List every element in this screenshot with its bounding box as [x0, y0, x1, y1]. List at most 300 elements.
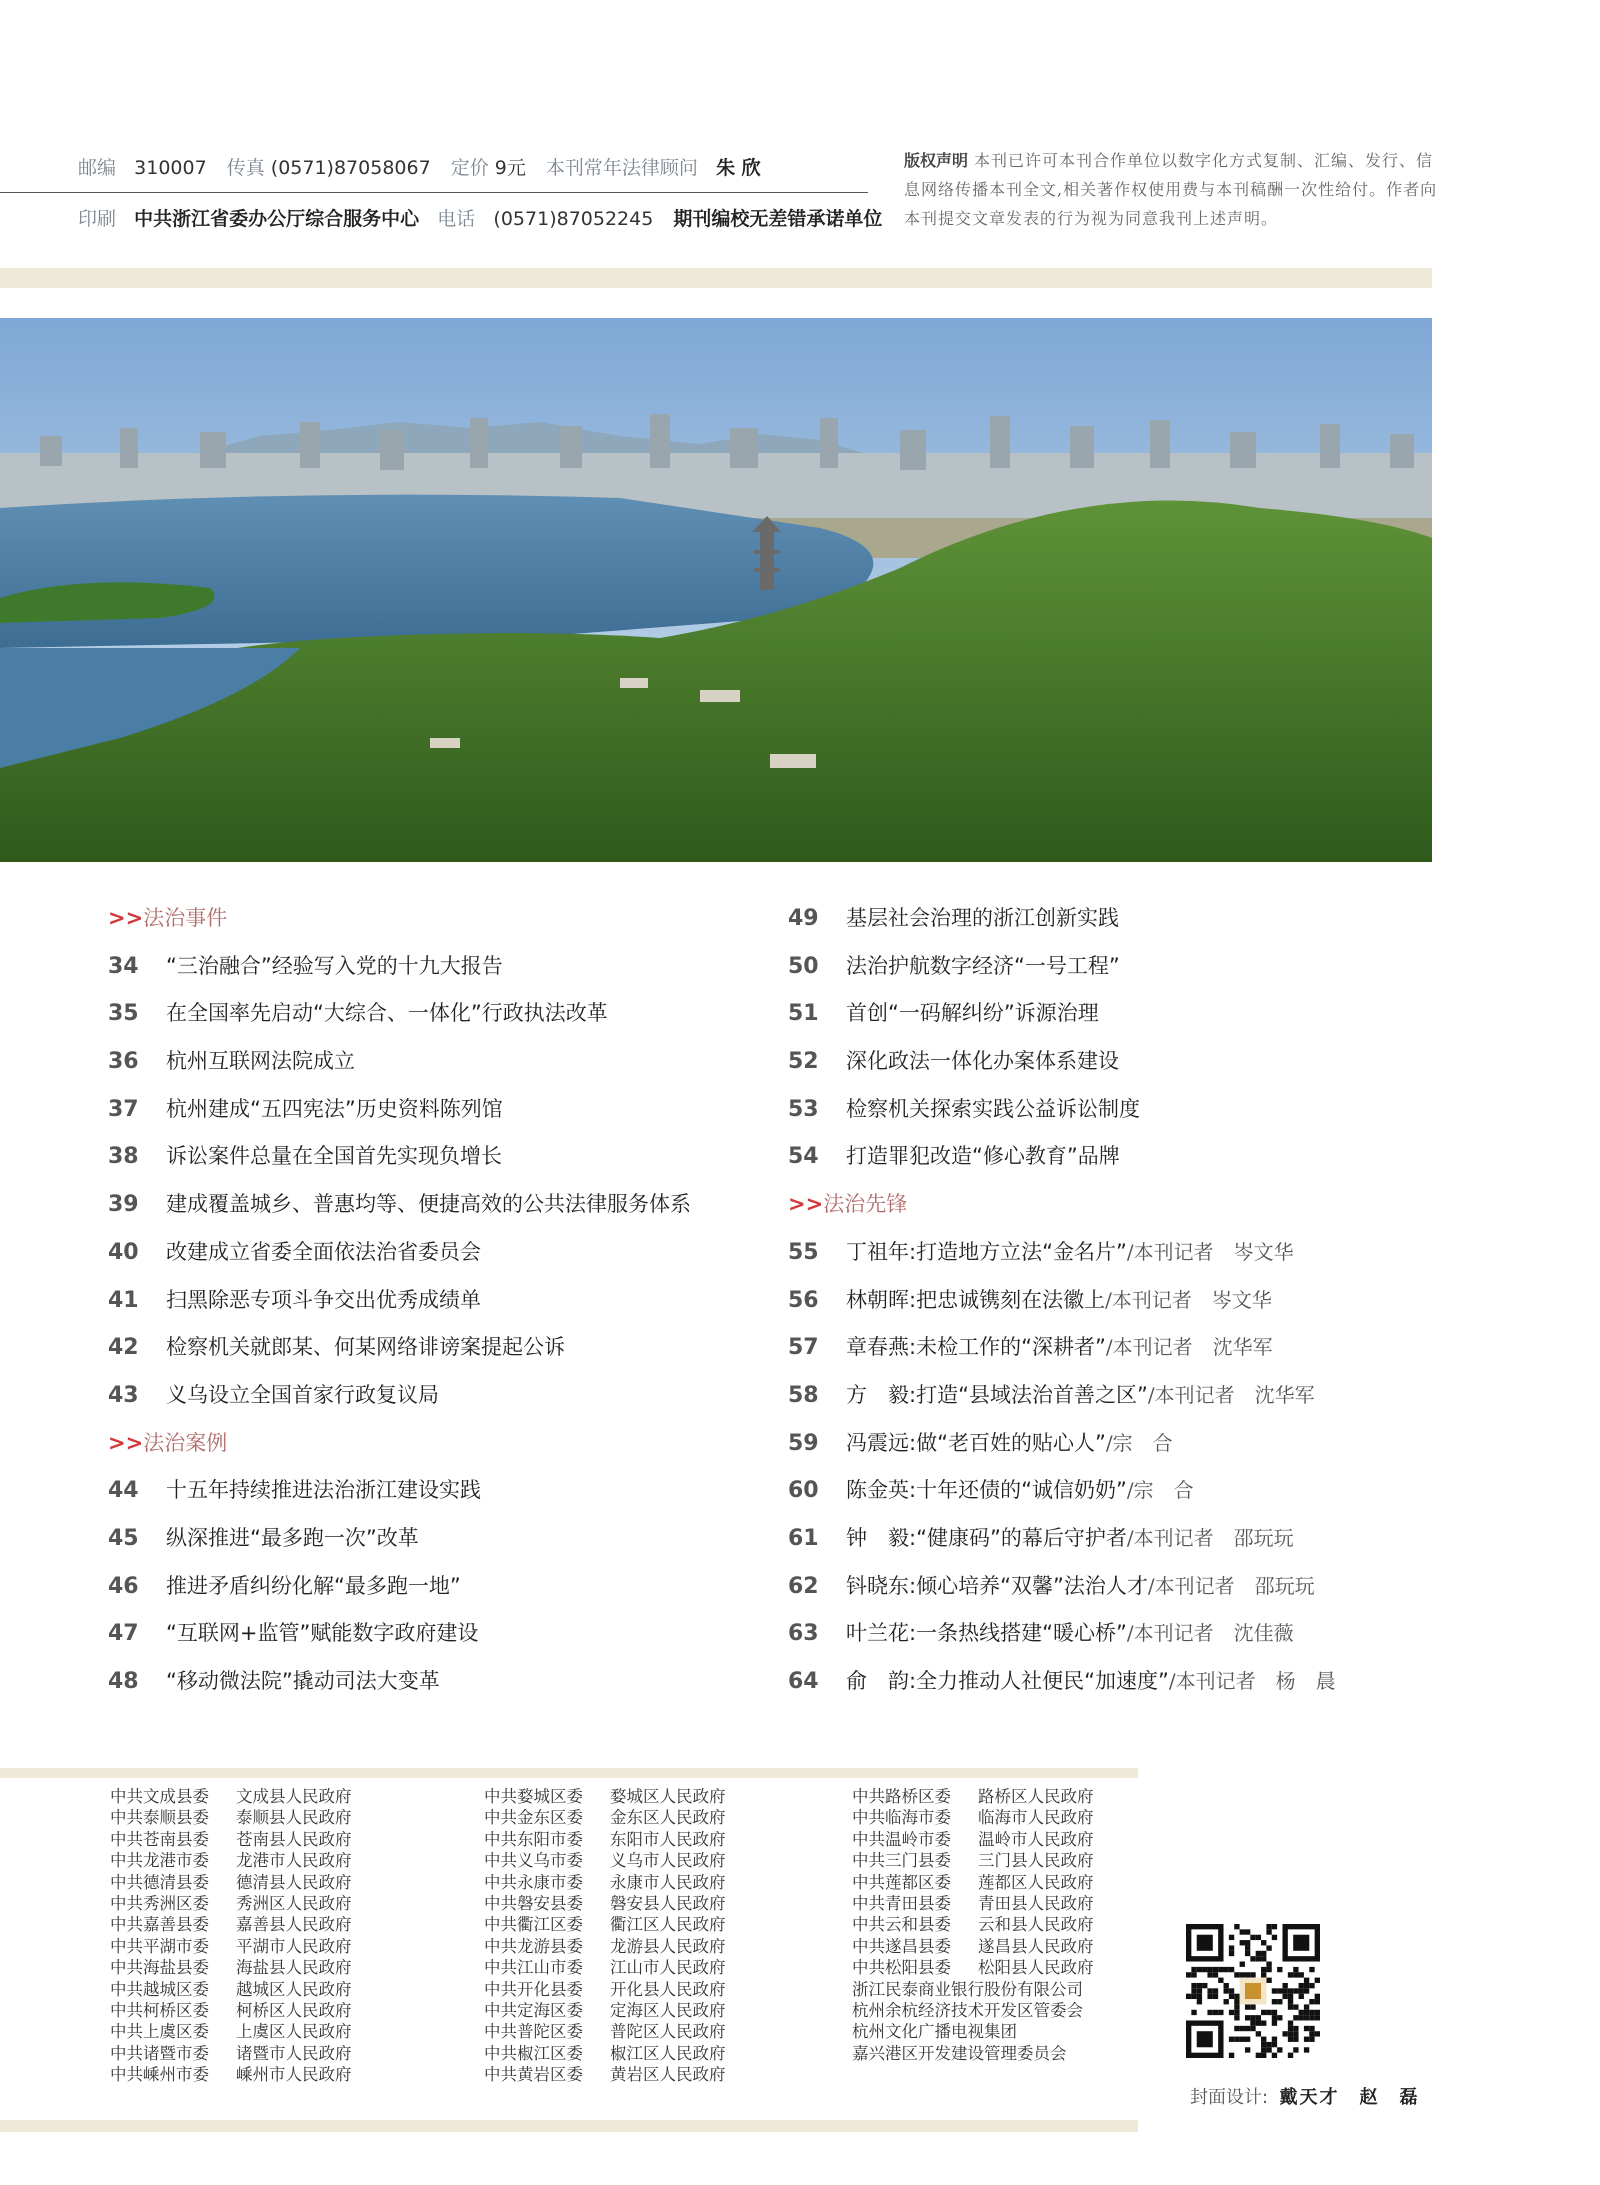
qr-module	[1240, 1929, 1245, 1934]
section-arrow-icon: >>	[108, 906, 144, 930]
sponsor-row	[110, 1872, 352, 1893]
qr-module	[1299, 1994, 1304, 1999]
qr-module	[1234, 1999, 1239, 2004]
qr-module	[1250, 2026, 1255, 2031]
qr-module	[1234, 1972, 1239, 1977]
article-title: 方 毅:打造“县域法治首善之区”	[846, 1382, 1148, 1407]
qr-module	[1191, 1967, 1196, 1972]
toc-item	[788, 1566, 1468, 1614]
sponsor-government: 嵊州市人民政府	[236, 2065, 352, 2085]
section-heading	[788, 1184, 1468, 1232]
sponsor-government: 诸暨市人民政府	[236, 2043, 352, 2063]
sponsor-column-2	[484, 1786, 726, 2086]
sponsor-row	[110, 2043, 352, 2064]
sponsor-party-committee: 杭州文化广播电视集团	[852, 2022, 1017, 2042]
sponsor-party-committee: 中共温岭市委	[852, 1829, 951, 1849]
qr-module	[1245, 2047, 1250, 2052]
sponsor-row	[852, 1850, 1094, 1871]
sponsor-party-committee: 中共莲都区委	[852, 1872, 951, 1892]
qr-module	[1266, 2047, 1271, 2052]
qr-finder-center	[1293, 1935, 1309, 1951]
qr-module	[1191, 1983, 1196, 1988]
cover-designers: 戴天才 赵 磊	[1279, 2087, 1420, 2108]
sponsor-party-committee: 中共青田县委	[852, 1894, 951, 1914]
section-heading	[108, 1423, 788, 1471]
article-title: 检察机关探索实践公益诉讼制度	[846, 1096, 1140, 1121]
qr-module	[1272, 2042, 1277, 2047]
qr-module	[1250, 1972, 1255, 1977]
article-author: /宗 合	[1105, 1430, 1173, 1455]
sponsor-row	[484, 2021, 726, 2042]
sponsor-party-committee: 嘉兴港区开发建设管理委员会	[852, 2043, 1067, 2063]
qr-module	[1207, 1967, 1212, 1972]
qr-code-icon	[1186, 1924, 1320, 2058]
sponsor-government: 秀洲区人民政府	[236, 1894, 352, 1914]
qr-module	[1229, 1988, 1234, 1993]
toc-item	[108, 1566, 788, 1614]
bottom-band-bottom	[0, 2120, 1138, 2132]
page-number: 41	[108, 1287, 139, 1313]
article-title: 丁祖年:打造地方立法“金名片”	[846, 1239, 1127, 1264]
sponsor-row	[852, 2043, 1094, 2064]
qr-module	[1224, 1988, 1229, 1993]
toc-item	[108, 1613, 788, 1661]
toc-left-column	[108, 898, 788, 1709]
toc-item	[108, 1280, 788, 1328]
qr-module	[1191, 1994, 1196, 1999]
qr-module	[1261, 2053, 1266, 2058]
page-number: 48	[108, 1669, 139, 1694]
article-title: 纵深推进“最多跑一次”改革	[166, 1525, 419, 1550]
sponsor-government: 泰顺县人民政府	[236, 1808, 352, 1828]
sponsor-government: 海盐县人民政府	[236, 1958, 352, 1978]
qr-module	[1218, 2010, 1223, 2015]
qr-module	[1224, 1967, 1229, 1972]
qr-module	[1229, 2053, 1234, 2058]
sponsor-party-committee: 中共定海区委	[484, 2001, 583, 2021]
qr-module	[1207, 2010, 1212, 2015]
qr-module	[1309, 2026, 1314, 2031]
article-title: 法治护航数字经济“一号工程”	[846, 953, 1120, 978]
article-author: /本刊记者 沈华军	[1147, 1382, 1315, 1407]
page-number: 39	[108, 1192, 139, 1218]
article-title: 钟 毅:“健康码”的幕后守护者	[846, 1525, 1127, 1550]
section-arrow-icon: >>	[788, 1192, 824, 1217]
sponsor-party-committee: 中共龙港市委	[110, 1851, 209, 1871]
article-title: 叶兰花:一条热线搭建“暖心桥”	[846, 1621, 1127, 1646]
qr-module	[1309, 1967, 1314, 1972]
copyright-title: 版权声明	[904, 151, 969, 170]
sponsor-government: 江山市人民政府	[610, 1958, 726, 1978]
page-number: 46	[108, 1573, 139, 1599]
qr-module	[1304, 2004, 1309, 2009]
sponsor-row	[110, 1850, 352, 1871]
sponsor-government: 定海区人民政府	[610, 2001, 726, 2021]
west-lake-photo	[0, 318, 1432, 862]
qr-module	[1299, 1988, 1304, 1993]
qr-module	[1288, 2053, 1293, 2058]
page-number: 55	[788, 1239, 819, 1265]
sponsor-party-committee: 中共路桥区委	[852, 1787, 951, 1806]
qr-module	[1315, 1999, 1320, 2004]
article-title: 改建成立省委全面依法治省委员会	[166, 1239, 481, 1264]
qr-module	[1293, 1988, 1298, 1993]
qr-module	[1304, 1983, 1309, 1988]
qr-module	[1234, 1994, 1239, 1999]
qr-module	[1266, 1967, 1271, 1972]
sponsor-row	[110, 2021, 352, 2042]
qr-module	[1288, 2020, 1293, 2025]
qr-module	[1266, 1945, 1271, 1950]
section-arrow-icon: >>	[108, 1430, 144, 1455]
sponsor-government: 三门县人民政府	[978, 1851, 1094, 1871]
qr-module	[1315, 2031, 1320, 2036]
sponsor-party-committee: 中共江山市委	[484, 1958, 583, 1978]
qr-module	[1272, 1924, 1277, 1929]
sponsor-row	[852, 1829, 1094, 1850]
qr-module	[1256, 2015, 1261, 2020]
article-title: 建成覆盖城乡、普惠均等、便捷高效的公共法律服务体系	[166, 1192, 691, 1217]
qr-module	[1245, 1929, 1250, 1934]
article-title: 陈金英:十年还债的“诚信奶奶”	[846, 1478, 1127, 1503]
qr-module	[1288, 2026, 1293, 2031]
info-row-2: 印刷 中共浙江省委办公厅综合服务中心 电话 (0571)87052245 期刊编校无差错承诺单位	[78, 208, 883, 230]
qr-module	[1229, 1935, 1234, 1940]
sponsor-party-committee: 中共诸暨市委	[110, 2043, 209, 2063]
toc-item	[108, 1184, 788, 1232]
toc-item	[108, 1518, 788, 1566]
sponsor-party-committee: 中共海盐县委	[110, 1958, 209, 1978]
qr-module	[1272, 2053, 1277, 2058]
toc-item	[108, 1232, 788, 1280]
sponsor-party-committee: 中共三门县委	[852, 1851, 951, 1871]
sponsor-party-committee: 中共永康市委	[484, 1872, 583, 1892]
sponsor-party-committee: 中共上虞区委	[110, 2022, 209, 2042]
page-number: 49	[788, 906, 819, 931]
article-author: /本刊记者 邵玩玩	[1147, 1573, 1315, 1598]
sponsor-party-committee: 中共云和县委	[852, 1915, 951, 1935]
qr-module	[1213, 2010, 1218, 2015]
qr-module	[1240, 2026, 1245, 2031]
qr-module	[1272, 1999, 1277, 2004]
qr-module	[1288, 1999, 1293, 2004]
qr-module	[1202, 1983, 1207, 1988]
sponsor-column-1	[110, 1786, 352, 2086]
landscape-illustration	[0, 318, 1432, 862]
sponsor-party-committee: 中共遂昌县委	[852, 1936, 951, 1956]
qr-module	[1266, 2042, 1271, 2047]
toc-item	[788, 1136, 1468, 1184]
sponsor-party-committee: 中共秀洲区委	[110, 1894, 209, 1914]
page-number: 40	[108, 1239, 139, 1265]
qr-module	[1304, 2010, 1309, 2015]
page-number: 36	[108, 1049, 139, 1075]
qr-module	[1304, 1978, 1309, 1983]
section-title: 法治案例	[143, 1430, 228, 1455]
qr-module	[1234, 1924, 1239, 1929]
sponsor-row	[110, 1914, 352, 1935]
sponsor-row	[110, 1786, 352, 1807]
qr-module	[1218, 1967, 1223, 1972]
sponsor-government: 莲都区人民政府	[978, 1872, 1094, 1892]
qr-module	[1229, 2010, 1234, 2015]
toc-item	[788, 1089, 1468, 1137]
qr-module	[1293, 2037, 1298, 2042]
sponsor-row	[852, 1786, 1094, 1807]
sponsor-government: 上虞区人民政府	[236, 2022, 352, 2042]
sponsor-party-committee: 中共临海市委	[852, 1808, 951, 1828]
qr-module	[1261, 1951, 1266, 1956]
sponsor-party-committee: 中共衢江区委	[484, 1915, 583, 1935]
sponsor-government: 开化县人民政府	[610, 1979, 726, 1999]
qr-logo-mark	[1245, 1983, 1261, 1999]
qr-module	[1240, 2037, 1245, 2042]
sponsor-government: 东阳市人民政府	[610, 1829, 726, 1849]
sponsor-column-3	[852, 1786, 1094, 2064]
sponsor-government: 龙游县人民政府	[610, 1936, 726, 1956]
qr-module	[1218, 1978, 1223, 1983]
sponsor-government: 平湖市人民政府	[236, 1936, 352, 1956]
qr-module	[1266, 1978, 1271, 1983]
article-title: “移动微法院”撬动司法大变革	[166, 1669, 440, 1693]
qr-module	[1261, 1967, 1266, 1972]
qr-module	[1293, 2047, 1298, 2052]
sponsor-row	[110, 1957, 352, 1978]
toc-item	[788, 1280, 1468, 1328]
toc-item	[788, 1232, 1468, 1280]
sponsor-government: 松阳县人民政府	[978, 1958, 1094, 1978]
cover-design-label: 封面设计:	[1190, 2087, 1269, 2108]
qr-module	[1256, 1956, 1261, 1961]
qr-module	[1207, 1972, 1212, 1977]
qr-module	[1207, 1994, 1212, 1999]
qr-module	[1245, 2015, 1250, 2020]
qr-module	[1266, 1929, 1271, 1934]
sponsor-row	[110, 1979, 352, 2000]
qr-module	[1282, 1994, 1287, 1999]
qr-module	[1197, 1994, 1202, 1999]
article-author: /本刊记者 岑文华	[1105, 1287, 1272, 1312]
page-number: 45	[108, 1525, 139, 1551]
cover-design-credit	[1190, 2083, 1420, 2109]
page-number: 34	[108, 953, 139, 979]
toc-item	[108, 946, 788, 994]
toc-item	[788, 1327, 1468, 1375]
sponsor-party-committee: 中共龙游县委	[484, 1936, 583, 1956]
sponsor-government: 青田县人民政府	[978, 1894, 1094, 1914]
section-heading	[108, 898, 788, 946]
qr-module	[1272, 2020, 1277, 2025]
qr-module	[1304, 2047, 1309, 2052]
qr-module	[1245, 1940, 1250, 1945]
qr-module	[1272, 2015, 1277, 2020]
toc-item	[108, 1327, 788, 1375]
qr-module	[1234, 2004, 1239, 2009]
qr-module	[1213, 1988, 1218, 1993]
page-number: 60	[788, 1478, 819, 1504]
sponsor-party-committee: 中共嵊州市委	[110, 2065, 209, 2085]
page-number: 51	[788, 1001, 819, 1027]
article-title: “三治融合”经验写入党的十九大报告	[166, 953, 503, 978]
sponsor-row	[110, 2064, 352, 2085]
toc-item	[788, 898, 1468, 946]
sponsor-party-committee: 中共普陀区委	[484, 2022, 583, 2042]
sponsor-government: 普陀区人民政府	[610, 2022, 726, 2042]
qr-module	[1229, 1994, 1234, 1999]
sponsor-row	[852, 1914, 1094, 1935]
sponsor-row	[110, 1829, 352, 1850]
article-author: /宗 合	[1126, 1478, 1194, 1503]
qr-module	[1293, 2004, 1298, 2009]
qr-module	[1191, 2010, 1196, 2015]
qr-module	[1250, 2015, 1255, 2020]
qr-module	[1309, 1999, 1314, 2004]
qr-module	[1202, 1967, 1207, 1972]
qr-module	[1229, 1951, 1234, 1956]
sponsor-row	[852, 1807, 1094, 1828]
qr-module	[1315, 2010, 1320, 2015]
qr-module	[1197, 1999, 1202, 2004]
sponsor-government: 德清县人民政府	[236, 1872, 352, 1892]
sponsor-row	[852, 1872, 1094, 1893]
sponsor-row	[852, 1893, 1094, 1914]
toc-item	[108, 1089, 788, 1137]
sponsor-row	[484, 1786, 726, 1807]
qr-module	[1272, 2010, 1277, 2015]
article-author: /本刊记者 沈华军	[1105, 1335, 1273, 1360]
sponsor-government: 柯桥区人民政府	[236, 2001, 352, 2021]
toc-item	[108, 1470, 788, 1518]
article-title: 基层社会治理的浙江创新实践	[846, 906, 1119, 930]
qr-module	[1293, 1972, 1298, 1977]
page-number: 59	[788, 1430, 819, 1456]
sponsor-government: 永康市人民政府	[610, 1872, 726, 1892]
qr-module	[1240, 1972, 1245, 1977]
qr-module	[1304, 2015, 1309, 2020]
page-number: 54	[788, 1144, 819, 1170]
qr-module	[1191, 1972, 1196, 1977]
page-number: 63	[788, 1621, 819, 1647]
page-number: 56	[788, 1287, 819, 1313]
qr-module	[1277, 1999, 1282, 2004]
sponsor-party-committee: 中共婺城区委	[484, 1787, 583, 1806]
qr-module	[1288, 1972, 1293, 1977]
qr-module	[1293, 1967, 1298, 1972]
qr-module	[1261, 2020, 1266, 2025]
qr-module	[1261, 2042, 1266, 2047]
qr-module	[1245, 2026, 1250, 2031]
qr-module	[1245, 2004, 1250, 2009]
page-number: 35	[108, 1001, 139, 1027]
sponsor-government: 椒江区人民政府	[610, 2043, 726, 2063]
qr-module	[1224, 1999, 1229, 2004]
article-title: 章春燕:未检工作的“深耕者”	[846, 1335, 1106, 1360]
article-title: 十五年持续推进法治浙江建设实践	[166, 1478, 481, 1503]
qr-module	[1277, 2047, 1282, 2052]
toc-item	[788, 1041, 1468, 1089]
top-band	[0, 268, 1432, 288]
toc-item	[788, 1470, 1468, 1518]
sponsor-row	[484, 1872, 726, 1893]
page-number: 43	[108, 1382, 139, 1408]
qr-module	[1261, 1940, 1266, 1945]
sponsor-government: 路桥区人民政府	[978, 1787, 1094, 1806]
sponsor-row	[484, 2000, 726, 2021]
sponsor-government: 温岭市人民政府	[978, 1829, 1094, 1849]
qr-module	[1288, 2031, 1293, 2036]
qr-module	[1229, 2037, 1234, 2042]
qr-module	[1245, 2037, 1250, 2042]
qr-module	[1229, 1967, 1234, 1972]
qr-module	[1309, 1983, 1314, 1988]
sponsor-row	[110, 1807, 352, 1828]
sponsor-government: 遂昌县人民政府	[978, 1936, 1094, 1956]
qr-module	[1234, 2026, 1239, 2031]
qr-module	[1293, 2026, 1298, 2031]
article-title: 首创“一码解纠纷”诉源治理	[846, 1001, 1099, 1026]
toc-item	[108, 1136, 788, 1184]
article-title: 推进矛盾纠纷化解“最多跑一地”	[166, 1573, 461, 1598]
qr-module	[1309, 2010, 1314, 2015]
qr-module	[1213, 1994, 1218, 1999]
qr-module	[1293, 2015, 1298, 2020]
qr-module	[1288, 1988, 1293, 1993]
qr-module	[1315, 2015, 1320, 2020]
qr-module	[1299, 1983, 1304, 1988]
sponsor-party-committee: 中共平湖市委	[110, 1936, 209, 1956]
sponsor-government: 磐安县人民政府	[610, 1894, 726, 1914]
qr-module	[1250, 2004, 1255, 2009]
qr-module	[1245, 1972, 1250, 1977]
article-title: 林朝晖:把忠诚镌刻在法徽上	[846, 1287, 1106, 1312]
sponsor-party-committee: 中共磐安县委	[484, 1894, 583, 1914]
page-number: 52	[788, 1049, 819, 1075]
qr-module	[1282, 1983, 1287, 1988]
qr-module	[1229, 1945, 1234, 1950]
qr-module	[1186, 1994, 1191, 1999]
qr-module	[1266, 2010, 1271, 2015]
page-number: 53	[788, 1096, 819, 1122]
qr-module	[1266, 1924, 1271, 1929]
article-title: 俞 韵:全力推动人社便民“加速度”	[846, 1669, 1169, 1693]
toc-item	[108, 993, 788, 1041]
qr-module	[1256, 2031, 1261, 2036]
copyright-notice	[904, 146, 1440, 233]
sponsor-party-committee: 中共义乌市委	[484, 1851, 583, 1871]
qr-module	[1299, 1972, 1304, 1977]
toc-right-column	[788, 898, 1468, 1709]
sponsor-party-committee: 中共黄岩区委	[484, 2065, 583, 2085]
article-author: /本刊记者 沈佳薇	[1126, 1621, 1294, 1646]
qr-module	[1234, 2037, 1239, 2042]
qr-module	[1304, 2037, 1309, 2042]
article-title: 钭晓东:倾心培养“双馨”法治人才	[846, 1573, 1148, 1598]
sponsor-row	[852, 1957, 1094, 1978]
qr-module	[1288, 2037, 1293, 2042]
article-title: 在全国率先启动“大综合、一体化”行政执法改革	[166, 1001, 608, 1026]
sponsor-row	[484, 1850, 726, 1871]
qr-module	[1315, 1994, 1320, 1999]
qr-module	[1245, 1945, 1250, 1950]
qr-module	[1309, 2015, 1314, 2020]
qr-module	[1256, 2020, 1261, 2025]
sponsor-party-committee: 浙江民泰商业银行股份有限公司	[852, 1979, 1083, 1999]
sponsor-party-committee: 中共金东区委	[484, 1808, 583, 1828]
sponsor-row	[484, 1957, 726, 1978]
qr-module	[1261, 2010, 1266, 2015]
toc-item	[788, 1375, 1468, 1423]
sponsor-row	[110, 2000, 352, 2021]
